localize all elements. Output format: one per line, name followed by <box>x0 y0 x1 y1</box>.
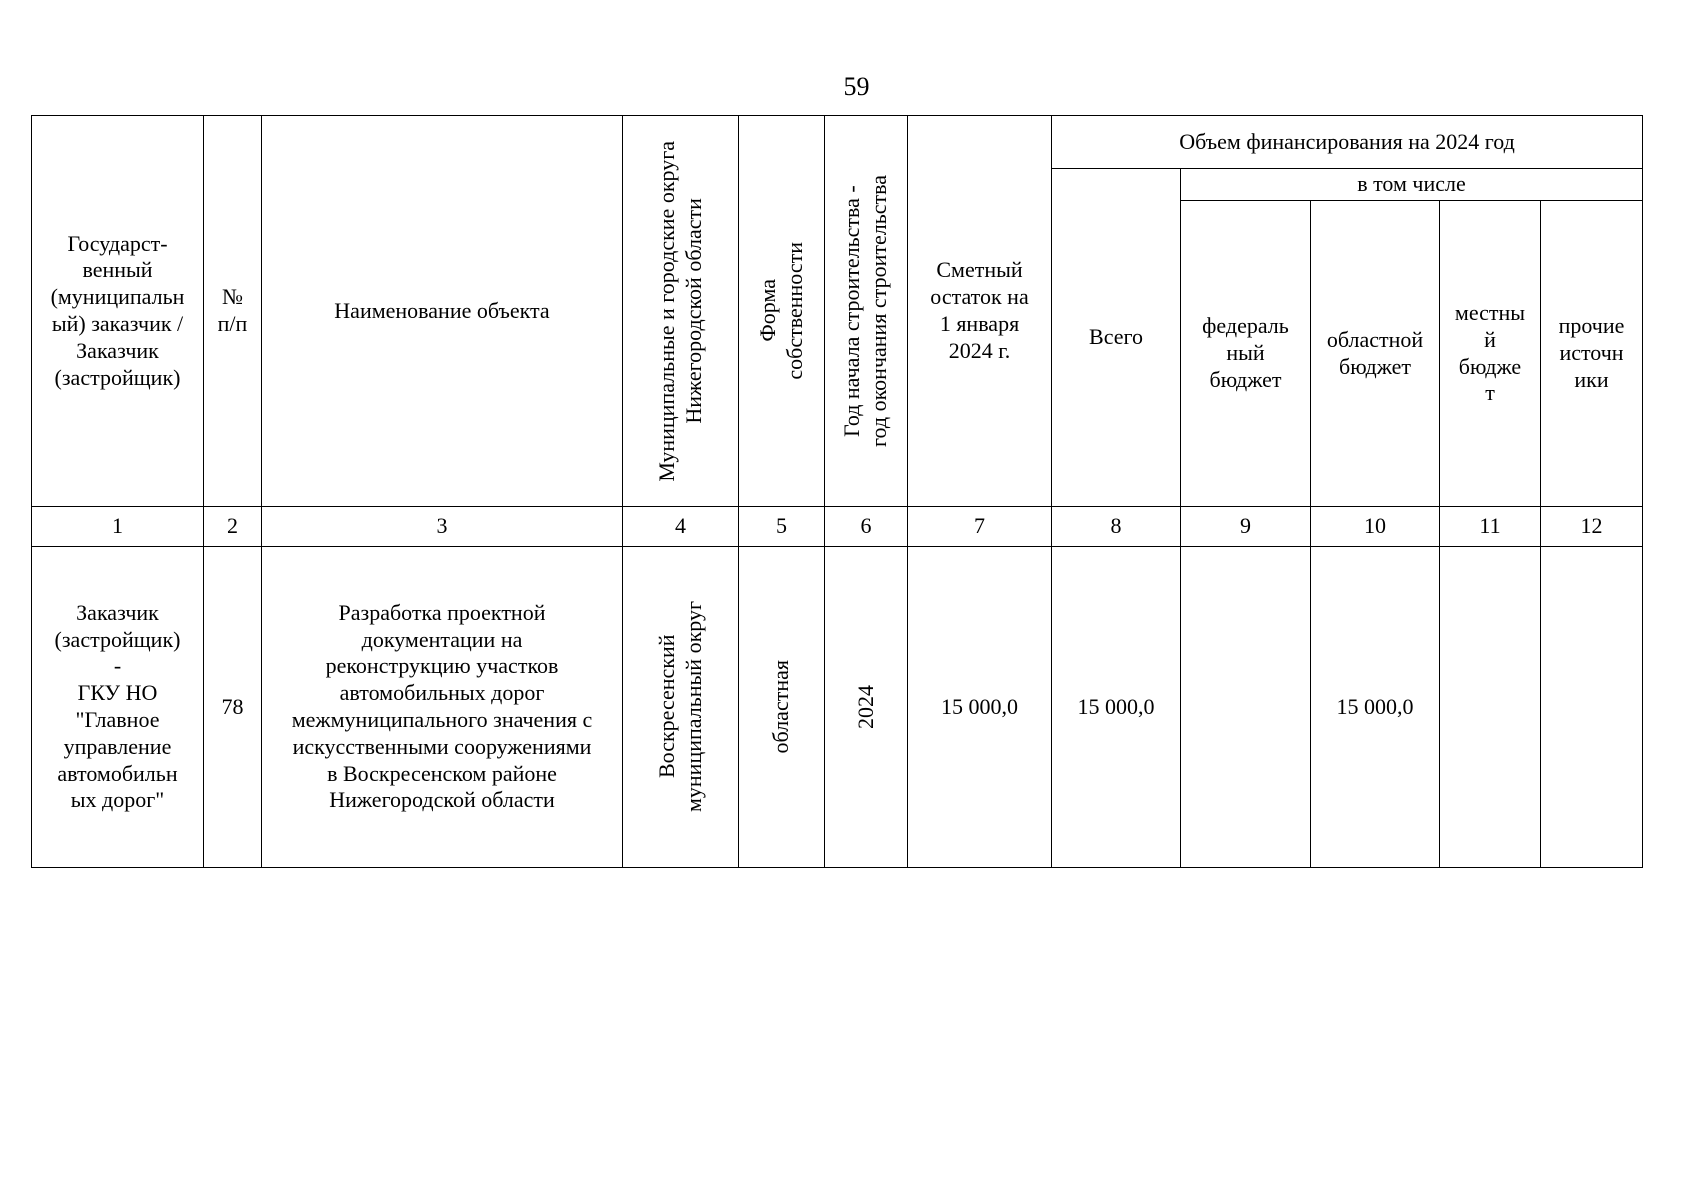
row-municipality-text: Воскресенский муниципальный округ <box>653 601 706 813</box>
header-object-name: Наименование объекта <box>262 116 623 507</box>
column-number-1: 1 <box>32 507 204 547</box>
header-federal: федераль ный бюджет <box>1181 201 1311 507</box>
header-estimated-balance: Сметный остаток на 1 января 2024 г. <box>908 116 1052 507</box>
column-number-4: 4 <box>623 507 739 547</box>
row-object-name: Разработка проектной документации на реконструкцию участков автомобильных дорог межмуниципального значения с искусственными сооружениями в Воскресенском районе Нижегородской области <box>262 547 623 868</box>
construction-program-table <box>31 115 1643 868</box>
header-regional: областной бюджет <box>1311 201 1440 507</box>
header-years-text: Год начала строительства - год окончания строительства <box>839 175 891 447</box>
page-number: 59 <box>843 72 870 101</box>
header-years <box>825 116 908 507</box>
row-local <box>1440 547 1541 868</box>
header-municipality <box>623 116 739 507</box>
row-other <box>1541 547 1643 868</box>
column-number-2: 2 <box>204 507 262 547</box>
header-municipality-text: Муниципальные и городские округа Нижегородской области <box>653 140 706 482</box>
row-federal <box>1181 547 1311 868</box>
header-customer: Государст- венный (муниципальн ый) заказчик / Заказчик (застройщик) <box>32 116 204 507</box>
header-ownership <box>739 116 825 507</box>
column-number-12: 12 <box>1541 507 1643 547</box>
row-estimated-balance: 15 000,0 <box>908 547 1052 868</box>
column-number-11: 11 <box>1440 507 1541 547</box>
column-number-10: 10 <box>1311 507 1440 547</box>
row-ownership-text: областная <box>768 660 794 754</box>
column-number-7: 7 <box>908 507 1052 547</box>
table-row <box>32 547 1643 868</box>
row-years-text: 2024 <box>852 685 878 729</box>
column-number-9: 9 <box>1181 507 1311 547</box>
row-ownership <box>739 547 825 868</box>
header-funding-group: Объем финансирования на 2024 год <box>1052 116 1643 169</box>
row-municipality <box>623 547 739 868</box>
header-number: № п/п <box>204 116 262 507</box>
header-total: Всего <box>1052 169 1181 507</box>
row-total: 15 000,0 <box>1052 547 1181 868</box>
header-local: местны й бюдже т <box>1440 201 1541 507</box>
header-other: прочие источн ики <box>1541 201 1643 507</box>
header-row-1 <box>32 116 1643 169</box>
column-number-6: 6 <box>825 507 908 547</box>
row-years <box>825 547 908 868</box>
row-number: 78 <box>204 547 262 868</box>
column-number-3: 3 <box>262 507 623 547</box>
header-ownership-text: Форма собственности <box>754 242 807 380</box>
column-number-8: 8 <box>1052 507 1181 547</box>
column-number-5: 5 <box>739 507 825 547</box>
column-number-row <box>32 507 1643 547</box>
row-regional: 15 000,0 <box>1311 547 1440 868</box>
header-including-group: в том числе <box>1181 169 1643 201</box>
row-customer: Заказчик (застройщик) - ГКУ НО "Главное управление автомобильн ых дорог" <box>32 547 204 868</box>
